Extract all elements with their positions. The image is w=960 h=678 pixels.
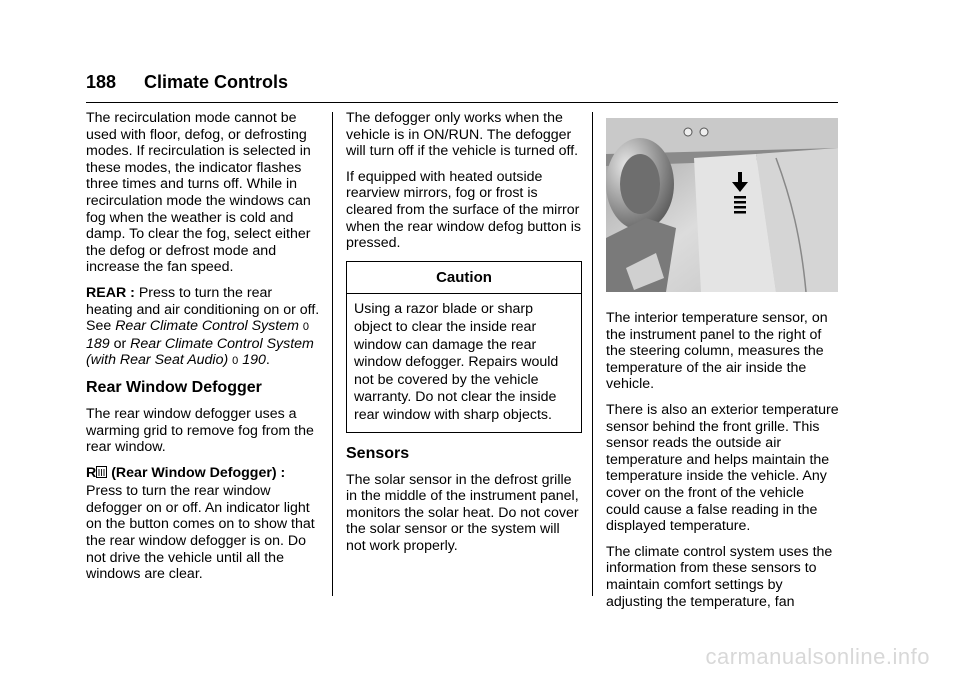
rear-climate-audio-link[interactable]: Rear Climate Control System (with Rear Seat Audio) (86, 335, 314, 369)
caution-text: Using a razor blade or sharp object to clear the inside rear window can damage the rear window defogger. Repairs would not be covered by the vehicle warranty. Do not clear the inside rear window with sharp objects. (354, 301, 559, 423)
column-right (606, 310, 840, 619)
rear-defog-icon (96, 466, 107, 478)
caution-box (346, 261, 582, 433)
defogger-paragraph: The rear window defogger uses a warming grid to remove fog from the rear window. (86, 405, 314, 456)
interior-sensor-illustration (606, 118, 838, 292)
page-ref: 190 (238, 352, 266, 369)
defogger-press-paragraph: Press to turn the rear window defogger on or off. An indicator light on the button comes on to show that the rear window defogger is on. Do not drive the vehicle until all the windows are clear. (86, 483, 315, 583)
defogger-run-paragraph: The defogger only works when the vehicle is in ON/RUN. The defogger will turn off if the vehicle is turned off. (346, 110, 579, 160)
exterior-sensor-paragraph: There is also an exterior temperature sensor behind the front grille. This sensor reads the outside air temperature and helps maintain the temperature inside the vehicle. Any cover on the front of the vehicle could cause a false reading in the displayed temperature. (606, 401, 839, 535)
rear-label: REAR : (86, 284, 135, 301)
rear-climate-link[interactable]: Rear Climate Control System (115, 318, 299, 335)
page-number: 188 (86, 72, 117, 92)
defogger-button-label: R (Rear Window Defogger) : (86, 464, 286, 481)
column-divider (592, 112, 593, 596)
page-ref-arrow-icon: 0 (302, 321, 309, 334)
column-divider (332, 112, 333, 596)
rear-window-defogger-heading: Rear Window Defogger (86, 378, 262, 396)
caution-title: Caution (347, 262, 581, 295)
watermark: carmanualsonline.info (705, 644, 930, 669)
solar-sensor-paragraph: The solar sensor in the defrost grille in the middle of the instrument panel, monitors the solar heat. Do not cover the solar sensor or the system will not work properly. (346, 471, 579, 554)
sensors-heading: Sensors (346, 444, 410, 462)
interior-sensor-paragraph: The interior temperature sensor, on the instrument panel to the right of the steering column, measures the temperature of the air inside the vehicle. (606, 310, 828, 393)
section-title: Climate Controls (144, 72, 289, 92)
rear-paragraph: REAR : Press to turn the rear heating and air conditioning on or off. See Rear Climate Control System 0 189 or Rear Climate Control System (with Rear Seat Audio) 0 190. (86, 284, 320, 369)
heated-mirrors-paragraph: If equipped with heated outside rearview mirrors, fog or frost is cleared from the surface of the mirror when the rear window defog button is pressed. (346, 168, 582, 252)
page-ref: 189 (86, 335, 110, 352)
column-left (86, 110, 322, 592)
climate-system-paragraph: The climate control system uses the information from these sensors to maintain comfort settings by adjusting the temperature, fan (606, 543, 833, 610)
column-middle (346, 110, 582, 563)
page-header (86, 72, 838, 103)
recirculation-paragraph: The recirculation mode cannot be used with floor, defog, or defrosting modes. If recirculation is selected in these modes, the indicator flashes three times and turns off. While in recirculation mode the windows can fog when the weather is cold and damp. To clear the fog, select either the defog or defrost mode and increase the fan speed. (86, 110, 311, 276)
page-ref-arrow-icon: 0 (232, 355, 239, 368)
